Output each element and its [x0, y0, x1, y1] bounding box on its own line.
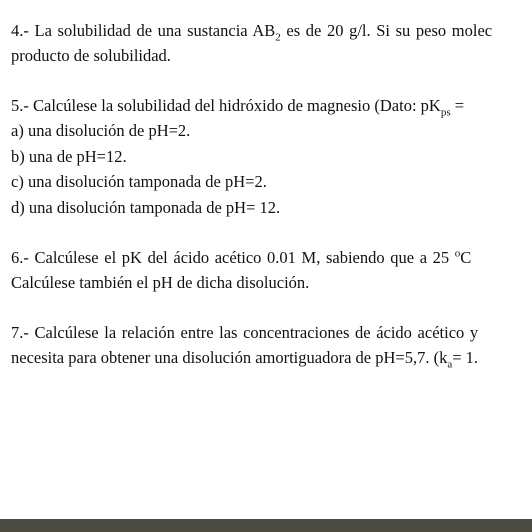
problem-6-text: 6.- Calcúlese el pK del ácido acético 0.01 M, sabiendo que a 25: [11, 248, 455, 267]
problem-6-text-cont: C: [460, 248, 472, 267]
problem-6-line-1: [11, 248, 471, 268]
problem-5-item-a: a) una disolución de pH=2.: [11, 121, 191, 140]
problem-4-line-1: [11, 21, 493, 44]
problem-5-item-c: c) una disolución tamponada de pH=2.: [11, 172, 267, 191]
problem-7-text-cont: = 1.: [452, 348, 479, 367]
problem-5-item-b: b) una de pH=12.: [11, 147, 127, 166]
problem-5-subscript: ps: [440, 106, 451, 119]
problem-4-text: 4.- La solubilidad de una sustancia AB: [11, 21, 276, 40]
problem-5-line-1: [11, 96, 465, 119]
problem-5-text-cont: =: [450, 96, 465, 115]
problem-4-subscript: 2: [275, 31, 281, 44]
problem-4-text-cont: es de 20 g/l. Si su peso molec: [280, 21, 493, 40]
problem-6-line-2: Calcúlese también el pH de dicha disolución.: [11, 273, 310, 292]
problem-7-line-1: 7.- Calcúlese la relación entre las concentraciones de ácido acético y: [11, 323, 479, 342]
problem-7-line-2: [11, 348, 479, 371]
problem-4-line-2: producto de solubilidad.: [11, 46, 171, 65]
problem-7-text: necesita para obtener una disolución amortiguadora de pH=5,7. (k: [11, 348, 448, 367]
problem-5-item-d: d) una disolución tamponada de pH= 12.: [11, 198, 281, 217]
problem-6-degree: o: [454, 247, 461, 260]
bottom-bar: [0, 519, 532, 532]
problem-5-text: 5.- Calcúlese la solubilidad del hidróxido de magnesio (Dato: pK: [11, 96, 441, 115]
problem-7-subscript: a: [447, 358, 453, 371]
